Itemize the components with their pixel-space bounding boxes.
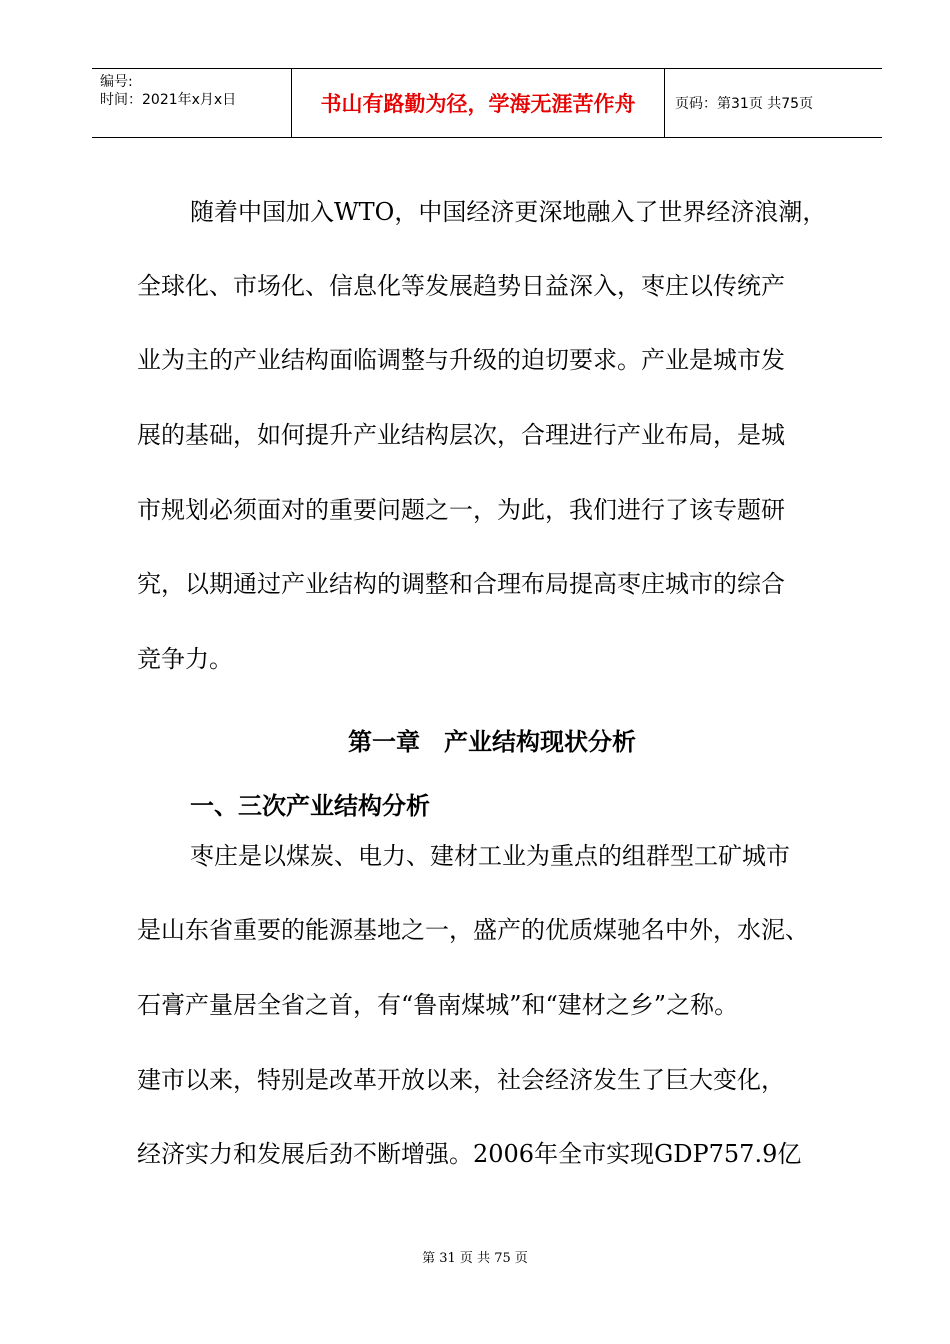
paragraph1-line-1: 随着中国加入WTO，中国经济更深地融入了世界经济浪潮， — [190, 198, 827, 226]
section-title: 一、三次产业结构分析 — [190, 792, 430, 820]
paragraph2-line-2: 是山东省重要的能源基地之一，盛产的优质煤驰名中外，水泥、 — [137, 916, 809, 944]
header-meta — [92, 69, 292, 137]
chapter-title: 第一章 产业结构现状分析 — [348, 728, 636, 756]
paragraph1-line-6: 究，以期通过产业结构的调整和合理布局提高枣庄城市的综合 — [137, 570, 785, 598]
paragraph2-line-4: 建市以来，特别是改革开放以来，社会经济发生了巨大变化， — [137, 1066, 785, 1094]
paragraph1-line-5: 市规划必须面对的重要问题之一，为此，我们进行了该专题研 — [137, 496, 785, 524]
page-footer: 第 31 页 共 75 页 — [422, 1251, 528, 1266]
paragraph1-line-4: 展的基础，如何提升产业结构层次，合理进行产业布局，是城 — [137, 421, 785, 449]
paragraph1-line-2: 全球化、市场化、信息化等发展趋势日益深入，枣庄以传统产 — [137, 272, 785, 300]
paragraph2-line-3: 石膏产量居全省之首，有“鲁南煤城”和“建材之乡”之称。 — [137, 991, 739, 1019]
paragraph1-line-3: 业为主的产业结构面临调整与升级的迫切要求。产业是城市发 — [137, 346, 785, 374]
time-label: 时间：2021年x月x日 — [100, 92, 237, 108]
header-motto: 书山有路勤为径，学海无涯苦作舟 — [292, 69, 665, 137]
header-page-info: 页码：第31页 共75页 — [675, 96, 814, 112]
paragraph2-line-5: 经济实力和发展后劲不断增强。2006年全市实现GDP757.9亿 — [137, 1140, 802, 1168]
number-label: 编号: — [100, 74, 133, 90]
paragraph2-line-1: 枣庄是以煤炭、电力、建材工业为重点的组群型工矿城市 — [190, 842, 790, 870]
paragraph1-line-7: 竞争力。 — [137, 645, 233, 673]
page-header — [92, 68, 882, 138]
